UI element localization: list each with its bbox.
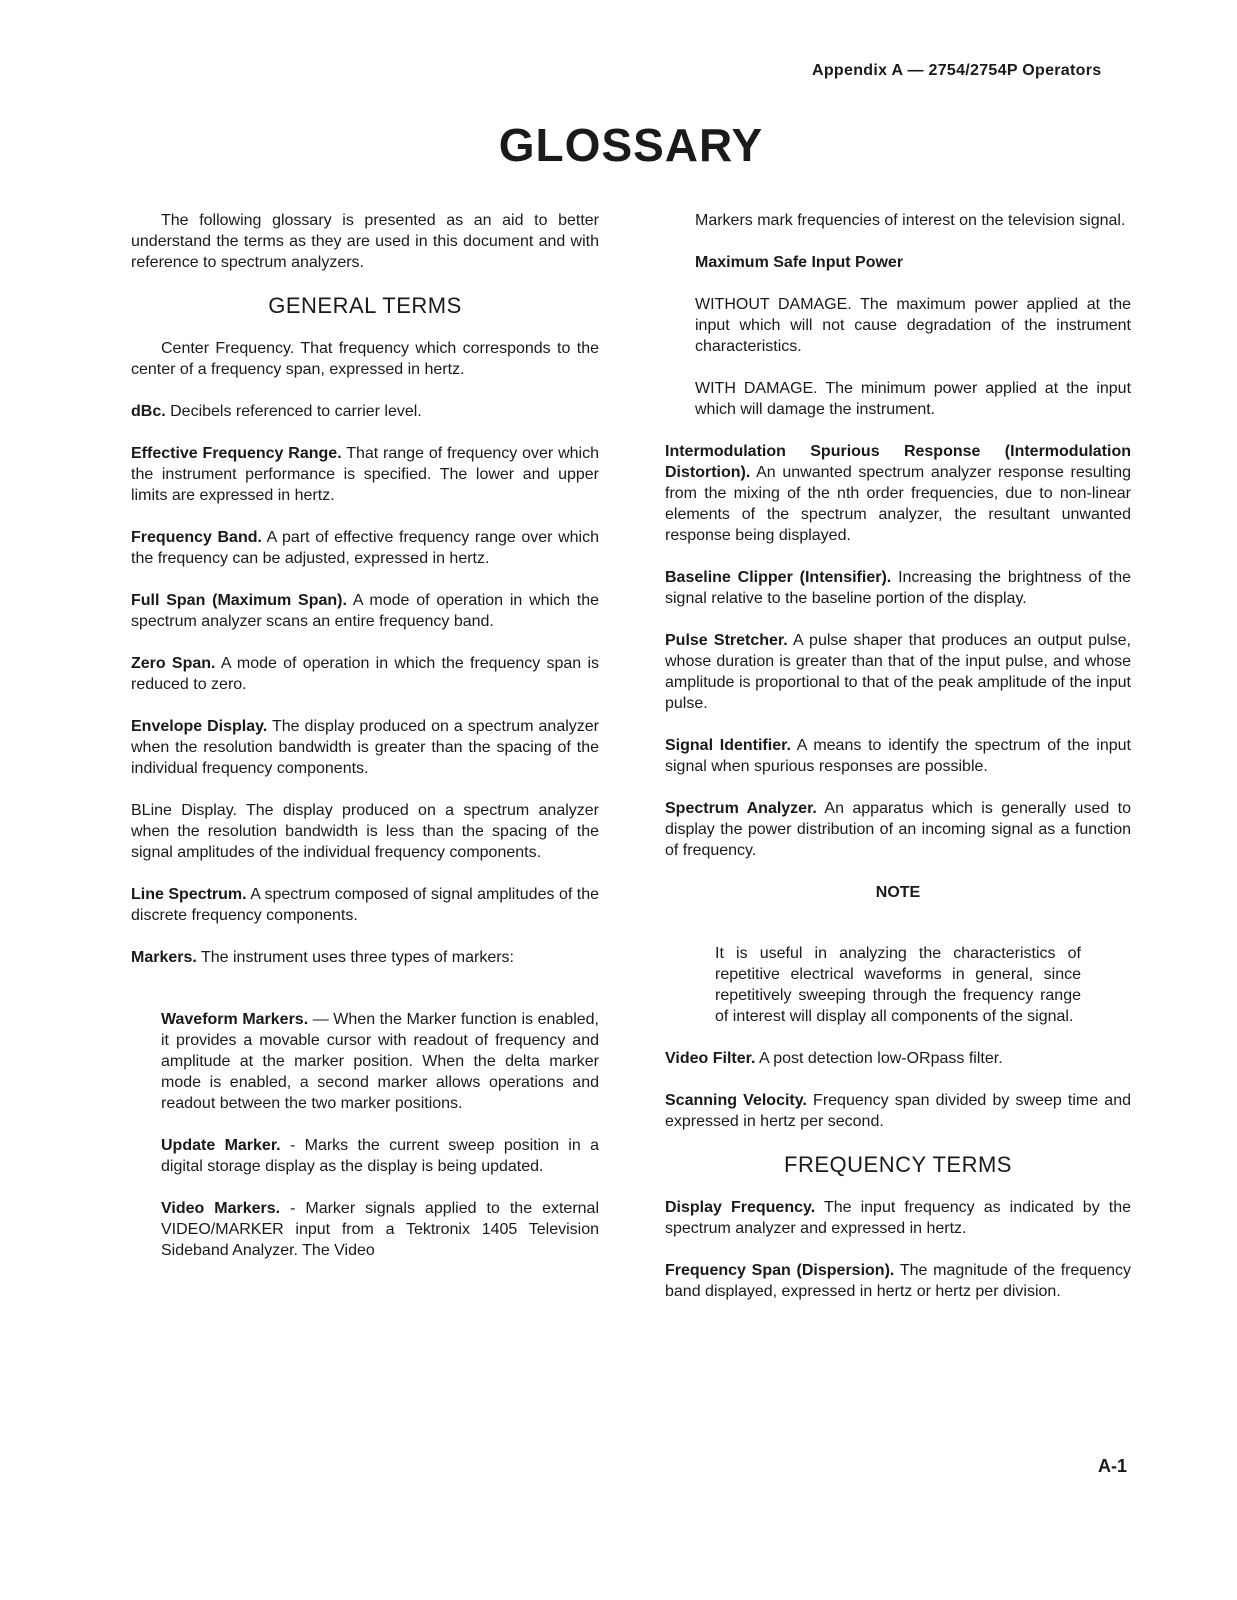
- glossary-entry-center-frequency: Center Frequency. That frequency which corresponds to the center of a frequency span, expressed in hertz.: [131, 340, 599, 378]
- glossary-entry-line-spectrum: Line Spectrum. A spectrum composed of signal amplitudes of the discrete frequency components.: [131, 886, 599, 924]
- glossary-entry-line-display: BLine Display. The display produced on a spectrum analyzer when the resolution bandwidth is less than the spacing of the signal amplitudes of the individual frequency components.: [131, 802, 599, 861]
- glossary-entry-frequency-span: Frequency Span (Dispersion). The magnitude of the frequency band displayed, expressed in hertz or hertz per division.: [665, 1262, 1131, 1300]
- glossary-entry-update-marker: Update Marker. - Marks the current sweep position in a digital storage display as the display is being updated.: [161, 1137, 599, 1175]
- frequency-terms-heading: FREQUENCY TERMS: [784, 1152, 1012, 1177]
- video-markers-continued: Markers mark frequencies of interest on the television signal.: [695, 212, 1126, 229]
- page-title: GLOSSARY: [498, 119, 764, 171]
- glossary-entry-video-markers: Video Markers. - Marker signals applied to the external VIDEO/MARKER input from a Tektronix 1405 Television Sideband Analyzer. The Video: [161, 1200, 599, 1259]
- glossary-entry-full-span: Full Span (Maximum Span). A mode of operation in which the spectrum analyzer scans an entire frequency band.: [131, 592, 599, 630]
- general-terms-heading: GENERAL TERMS: [268, 293, 462, 318]
- running-header: Appendix A — 2754/2754P Operators: [812, 62, 1102, 79]
- note-heading: NOTE: [875, 884, 921, 901]
- page-number: A-1: [1098, 1456, 1128, 1476]
- glossary-entry-zero-span: Zero Span. A mode of operation in which the frequency span is reduced to zero.: [131, 655, 600, 693]
- glossary-entry-effective-frequency-range: Effective Frequency Range. That range of frequency over which the instrument performance is specified. The lower and upper limits are expressed in hertz.: [131, 445, 599, 504]
- glossary-entry-video-filter: Video Filter. A post detection low-ORpass filter.: [665, 1050, 1003, 1067]
- note-text: It is useful in analyzing the characteristics of repetitive electrical waveforms in general, since repetitively sweeping through the frequency range of interest will display all components of the signal.: [715, 945, 1081, 1025]
- right-column: [665, 210, 1131, 1323]
- glossary-entry-dbc: dBc. Decibels referenced to carrier level.: [131, 403, 422, 420]
- glossary-entry-display-frequency: Display Frequency. The input frequency as indicated by the spectrum analyzer and expressed in hertz.: [665, 1199, 1132, 1237]
- glossary-entry-waveform-markers: Waveform Markers. — When the Marker function is enabled, it provides a movable cursor with readout of frequency and amplitude at the marker position. When the delta marker mode is enabled, a second marker allows operations and readout between the two marker positions.: [161, 1011, 599, 1112]
- max-safe-input-power-heading: Maximum Safe Input Power: [695, 254, 904, 271]
- glossary-entry-signal-identifier: Signal Identifier. A means to identify the spectrum of the input signal when spurious responses are possible.: [665, 737, 1131, 775]
- glossary-entry-intermodulation: Intermodulation Spurious Response (Intermodulation Distortion). An unwanted spectrum analyzer response resulting from the mixing of the nth order frequencies, due to non-linear elements of the spectrum analyzer, the resultant unwanted response being displayed.: [665, 443, 1131, 544]
- glossary-entry-pulse-stretcher: Pulse Stretcher. A pulse shaper that produces an output pulse, whose duration is greater than that of the input pulse, and whose amplitude is proportional to that of the peak amplitude of the input pulse.: [665, 632, 1131, 712]
- intro-paragraph: The following glossary is presented as an aid to better understand the terms as they are used in this document and with reference to spectrum analyzers.: [131, 212, 599, 271]
- glossary-entry-markers: Markers. The instrument uses three types of markers:: [131, 949, 514, 966]
- left-column: [131, 210, 599, 1282]
- glossary-entry-spectrum-analyzer: Spectrum Analyzer. An apparatus which is generally used to display the power distribution of an incoming signal as a function of frequency.: [665, 800, 1131, 859]
- glossary-entry-without-damage: WITHOUT DAMAGE. The maximum power applied at the input which will not cause degradation of the instrument characteristics.: [695, 296, 1132, 355]
- glossary-entry-with-damage: WITH DAMAGE. The minimum power applied at the input which will damage the instrument.: [695, 380, 1132, 418]
- glossary-entry-baseline-clipper: Baseline Clipper (Intensifier). Increasing the brightness of the signal relative to the baseline portion of the display.: [665, 569, 1131, 607]
- glossary-entry-scanning-velocity: Scanning Velocity. Frequency span divided by sweep time and expressed in hertz per second.: [665, 1092, 1131, 1130]
- glossary-entry-frequency-band: Frequency Band. A part of effective frequency range over which the frequency can be adjusted, expressed in hertz.: [131, 529, 599, 567]
- glossary-entry-envelope-display: Envelope Display. The display produced on a spectrum analyzer when the resolution bandwidth is greater than the spacing of the individual frequency components.: [131, 718, 600, 777]
